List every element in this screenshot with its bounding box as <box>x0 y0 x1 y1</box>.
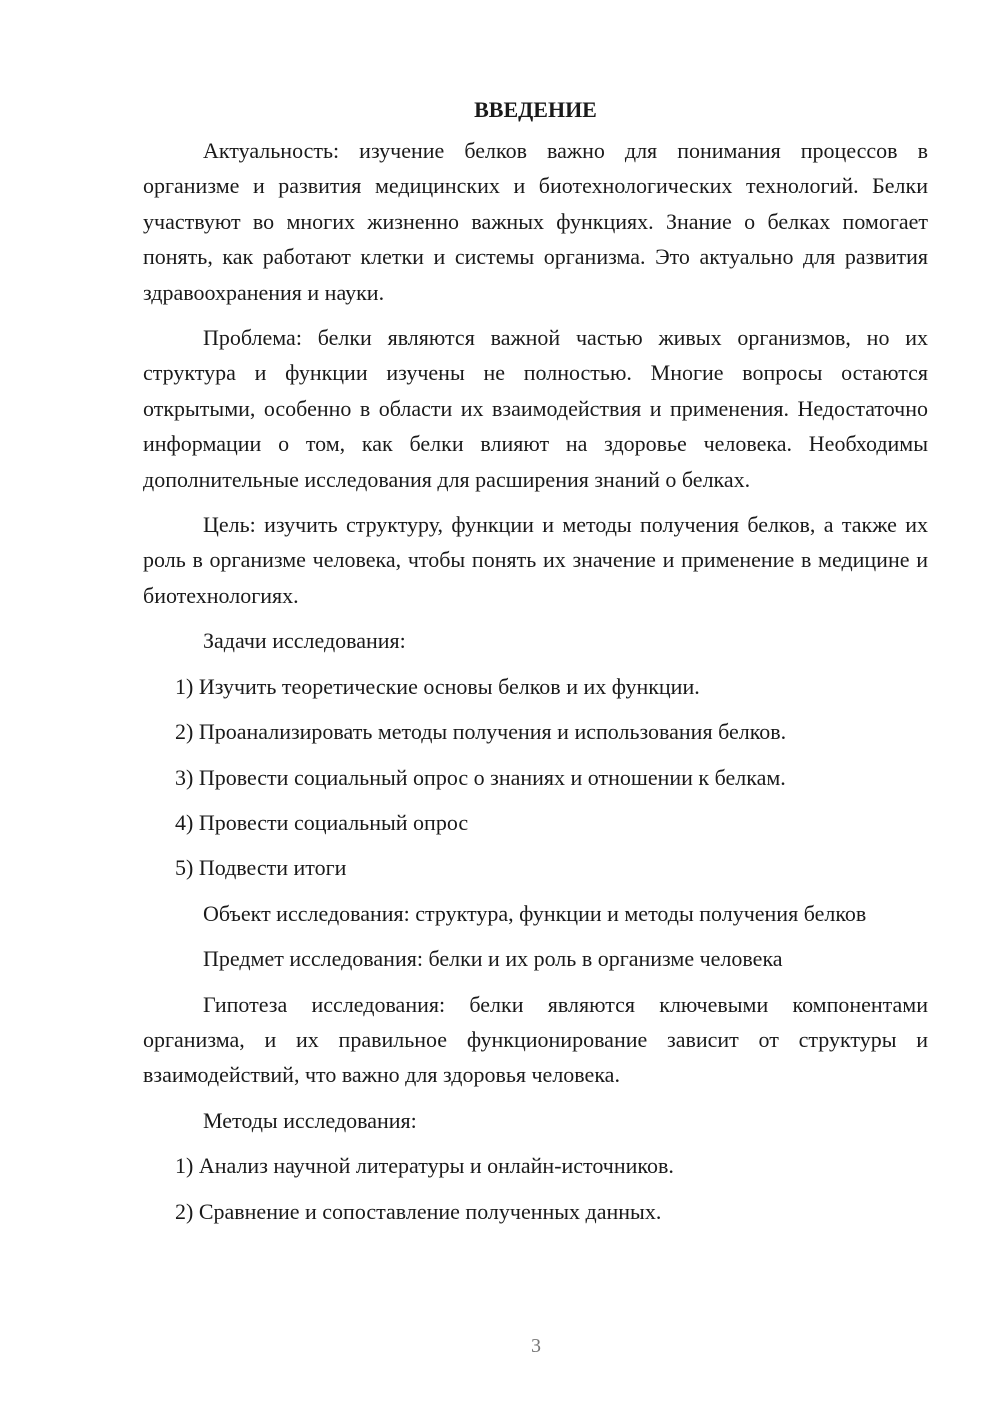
problem-paragraph: Проблема: белки являются важной частью живых организмов, но их структура и функции изучены не полностью. Многие вопросы остаются открытыми, особенно в области их взаимодействия и применения. Недостаточно информации о том, как белки влияют на здоровье человека. Необходимы дополнительные исследования для расширения знаний о белках. <box>143 325 928 492</box>
subject-paragraph: Предмет исследования: белки и их роль в организме человека <box>203 946 783 972</box>
tasks-heading: Задачи исследования: <box>203 628 406 654</box>
task-item: 1) Изучить теоретические основы белков и их функции. <box>175 673 700 699</box>
page-number: 3 <box>531 1335 541 1357</box>
task-item: 5) Подвести итоги <box>175 855 347 881</box>
methods-heading: Методы исследования: <box>203 1107 417 1133</box>
page-title: ВВЕДЕНИЕ <box>474 97 597 122</box>
task-item: 4) Провести социальный опрос <box>175 809 469 835</box>
document-page <box>143 92 928 1239</box>
goal-paragraph: Цель: изучить структуру, функции и методы получения белков, а также их роль в организме человека, чтобы понять их значение и применение в медицине и биотехнологиях. <box>143 512 928 608</box>
object-paragraph: Объект исследования: структура, функции и методы получения белков <box>203 900 867 926</box>
hypothesis-paragraph: Гипотеза исследования: белки являются ключевыми компонентами организма, и их правильное функционирование зависит от структуры и взаимодействий, что важно для здоровья человека. <box>143 991 928 1088</box>
relevance-paragraph: Актуальность: изучение белков важно для понимания процессов в организме и развития медицинских и биотехнологических технологий. Белки участвуют во многих жизненно важных функциях. Знание о белках помогает понять, как работают клетки и системы организма. Это актуально для развития здравоохранения и науки. <box>143 138 928 305</box>
task-item: 3) Провести социальный опрос о знаниях и отношении к белкам. <box>175 764 786 790</box>
task-item: 2) Проанализировать методы получения и использования белков. <box>175 719 787 745</box>
method-item: 2) Сравнение и сопоставление полученных данных. <box>175 1198 662 1224</box>
method-item: 1) Анализ научной литературы и онлайн-источников. <box>175 1153 674 1179</box>
